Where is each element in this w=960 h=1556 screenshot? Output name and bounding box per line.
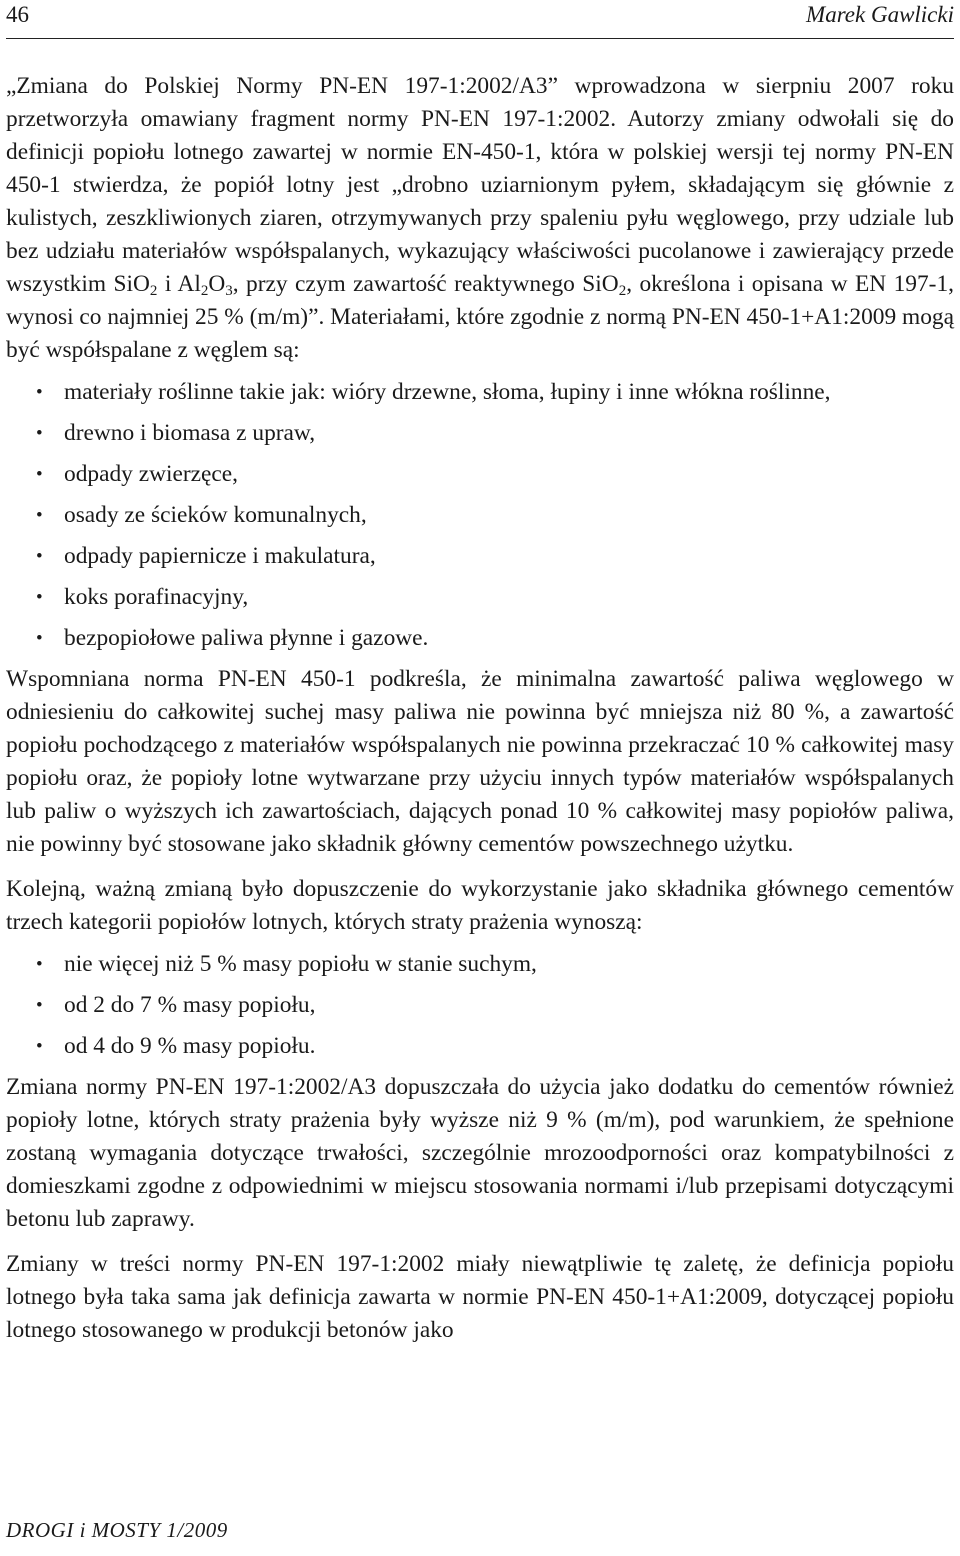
paragraph-1-text-e: , określona i opisana w EN 197-1, wynosi co najmniej 25 % (m/m)”. Materiałami, które zgodnie z normą PN-EN 450-1+A1:2009 mogą być współspalane z węglem są: (6, 271, 955, 363)
paragraph-1-text-c: O (208, 271, 226, 297)
paragraph-1-text-d: , przy czym zawartość reaktywnego SiO (232, 271, 619, 297)
subscript: 2 (149, 283, 158, 299)
subscript: 2 (618, 283, 627, 299)
page-number: 46 (6, 2, 29, 27)
paragraph-5: Zmiany w treści normy PN-EN 197-1:2002 miały niewątpliwie tę zaletę, że definicja popiołu lotnego była taka sama jak definicja zawarta w normie PN-EN 450-1+A1:2009, dotyczącej popiołu lotnego stosowanego w produkcji betonów jako (6, 1251, 954, 1343)
paragraph-1-text-a: „Zmiana do Polskiej Normy PN-EN 197-1:2002/A3” wprowadzona w sierpniu 2007 roku przetworzyła omawiany fragment normy PN-EN 197-1:2002. Autorzy zmiany odwołali się do definicji popiołu lotnego zawartej w normie EN-450-1, która w polskiej wersji tej normy PN-EN 450-1 stwierdza, że popiół lotny jest „drobno uziarnionym pyłem, składającym się głównie z kulistych, zeszkliwionych ziaren, otrzymywanych przy spaleniu pyłu węglowego, przy udziale lub bez udziału materiałów współspalanych, wykazujący właściwości pucolanowe i zawierający przede wszystkim SiO (6, 73, 954, 297)
paragraph-2: Wspomniana norma PN-EN 450-1 podkreśla, że minimalna zawartość paliwa węglowego w odniesieniu do całkowitej suchej masy paliwa nie powinna być mniejsza niż 80 %, a zawartość popiołu pochodzącego z materiałów współspalanych nie powinna przekraczać 10 % całkowitej masy popiołu oraz, że popioły lotne wytwarzane przy użyciu innych typów materiałów współspalanych lub paliw o wyższych ich zawartościach, dających ponad 10 % całkowitej masy popiołów paliwa, nie powinny być stosowane jako składnik główny cementów powszechnego użytku. (6, 666, 954, 857)
loss-on-ignition-list (6, 948, 954, 1063)
list-item: • koks porafinacyjny, (6, 581, 954, 614)
subscript: 2 (200, 283, 209, 299)
list-item: • nie więcej niż 5 % masy popiołu w stanie suchym, (6, 948, 954, 981)
paragraph-1-text-b: i Al (157, 271, 201, 297)
author-running-head: Marek Gawlicki (806, 2, 954, 27)
list-item: • materiały roślinne takie jak: wióry drzewne, słoma, łupiny i inne włókna roślinne, (6, 376, 954, 409)
list-item: • odpady papiernicze i makulatura, (6, 540, 954, 573)
paragraph-1 (6, 70, 954, 367)
list-item: • odpady zwierzęce, (6, 458, 954, 491)
list-item: • bezpopiołowe paliwa płynne i gazowe. (6, 622, 954, 655)
journal-footer: DROGI i MOSTY 1/2009 (6, 1518, 228, 1542)
paragraph-4: Zmiana normy PN-EN 197-1:2002/A3 dopuszczała do użycia jako dodatku do cementów również popioły lotne, których straty prażenia były wyższe niż 9 % (m/m), pod warunkiem, że spełnione zostaną wymagania dotyczące trwałości, szczególnie mrozoodporności oraz kompatybilności z domieszkami zgodne z odpowiednimi w miejscu stosowania normami i/lub przepisami dotyczącymi betonu lub zaprawy. (6, 1074, 954, 1232)
list-item: • od 2 do 7 % masy popiołu, (6, 989, 954, 1022)
page-header (6, 0, 954, 39)
list-item: • drewno i biomasa z upraw, (6, 417, 954, 450)
subscript: 3 (225, 283, 233, 299)
list-item: • od 4 do 9 % masy popiołu. (6, 1030, 954, 1063)
body-text (6, 70, 954, 1347)
list-item: • osady ze ścieków komunalnych, (6, 499, 954, 532)
paragraph-3: Kolejną, ważną zmianą było dopuszczenie do wykorzystanie jako składnika głównego cementów trzech kategorii popiołów lotnych, których straty prażenia wynoszą: (6, 876, 954, 935)
co-combusted-materials-list (6, 376, 954, 655)
